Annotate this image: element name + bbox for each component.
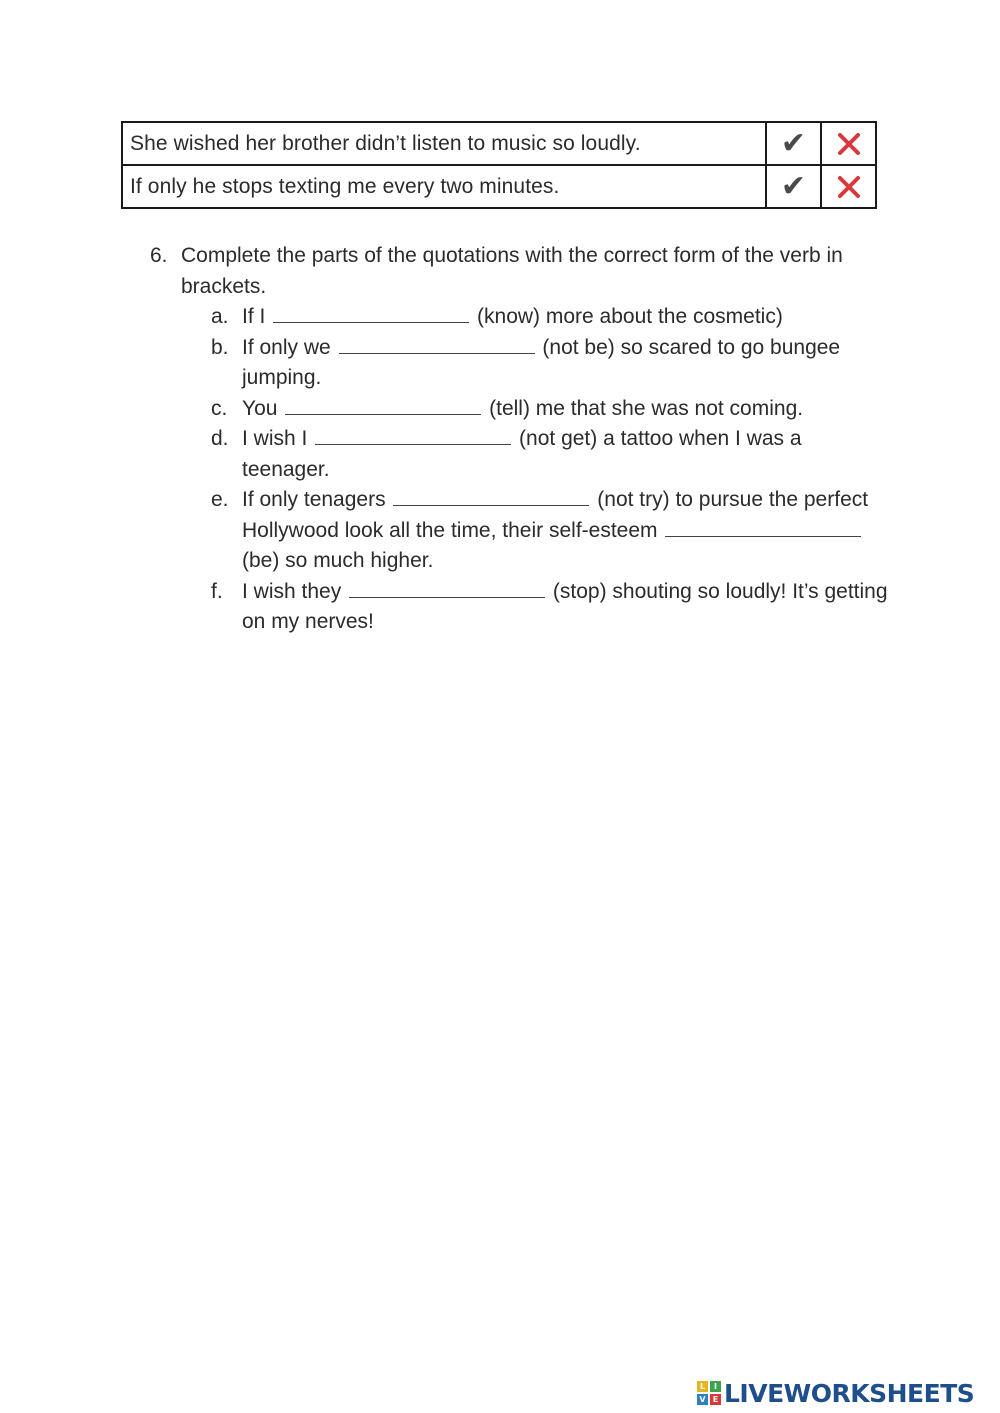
exercise-6 [150,241,890,638]
true-false-table [121,121,877,209]
statement-row [122,122,876,165]
list-item [150,333,890,394]
item-text-after: (stop) shouting so loudly! It’s getting on my nerves! [242,579,888,633]
liveworksheets-logo [697,1377,974,1409]
item-letter: d. [211,427,229,450]
item-text-before: If I [242,305,266,328]
item-text-after: (be) so much higher. [242,549,434,572]
true-option[interactable] [766,122,821,165]
answer-blank[interactable] [315,425,511,445]
list-item [150,577,890,638]
exercise-heading [150,241,890,302]
item-text-before: I wish I [242,427,308,450]
item-text-after: (not be) so scared to go bungee jumping. [242,335,841,389]
item-letter: f. [211,579,223,603]
cross-icon [836,174,862,200]
logo-mark-letter: I [710,1381,721,1392]
item-text-before: I wish they [242,579,342,603]
statement-row [122,165,876,208]
item-text-after: (not get) a tattoo when I was a teenager. [242,427,802,481]
check-icon: ✔ [780,125,807,161]
statement-text: If only he stops texting me every two minutes. [122,165,766,208]
item-letter: a. [211,305,229,328]
item-letter: c. [211,396,228,420]
check-icon: ✔ [780,168,807,204]
logo-mark-letter: L [697,1381,708,1392]
answer-blank[interactable] [339,334,535,354]
list-item [150,485,890,577]
answer-blank[interactable] [273,303,469,323]
item-letter: e. [211,488,229,511]
item-text-before: If only we [242,335,331,359]
list-item [150,424,890,485]
exercise-items [150,302,890,638]
answer-blank[interactable] [393,486,589,506]
false-option[interactable] [821,122,876,165]
statement-text: She wished her brother didn’t listen to music so loudly. [122,122,766,165]
exercise-instruction: Complete the parts of the quotations with the correct form of the verb in brackets. [181,244,843,298]
false-option[interactable] [821,165,876,208]
item-text-after: (tell) me that she was not coming. [489,396,804,420]
logo-mark-letter: V [697,1394,708,1405]
logo-text: LIVEWORKSHEETS [724,1378,975,1408]
exercise-number: 6. [150,244,168,267]
true-option[interactable] [766,165,821,208]
item-letter: b. [211,335,229,359]
item-text-after: (know) more about the cosmetic) [477,305,783,328]
cross-icon [836,131,862,157]
list-item [150,302,890,333]
answer-blank[interactable] [665,517,861,537]
item-text-before: You [242,396,278,420]
logo-mark-icon [697,1381,721,1405]
logo-mark-letter: E [710,1394,721,1405]
answer-blank[interactable] [349,578,545,598]
item-text-before: If only tenagers [242,488,386,511]
list-item [150,394,890,425]
answer-blank[interactable] [285,395,481,415]
item-text-middle: (not try) to pursue the perfect Hollywood look all the time, their self-esteem [242,488,869,542]
